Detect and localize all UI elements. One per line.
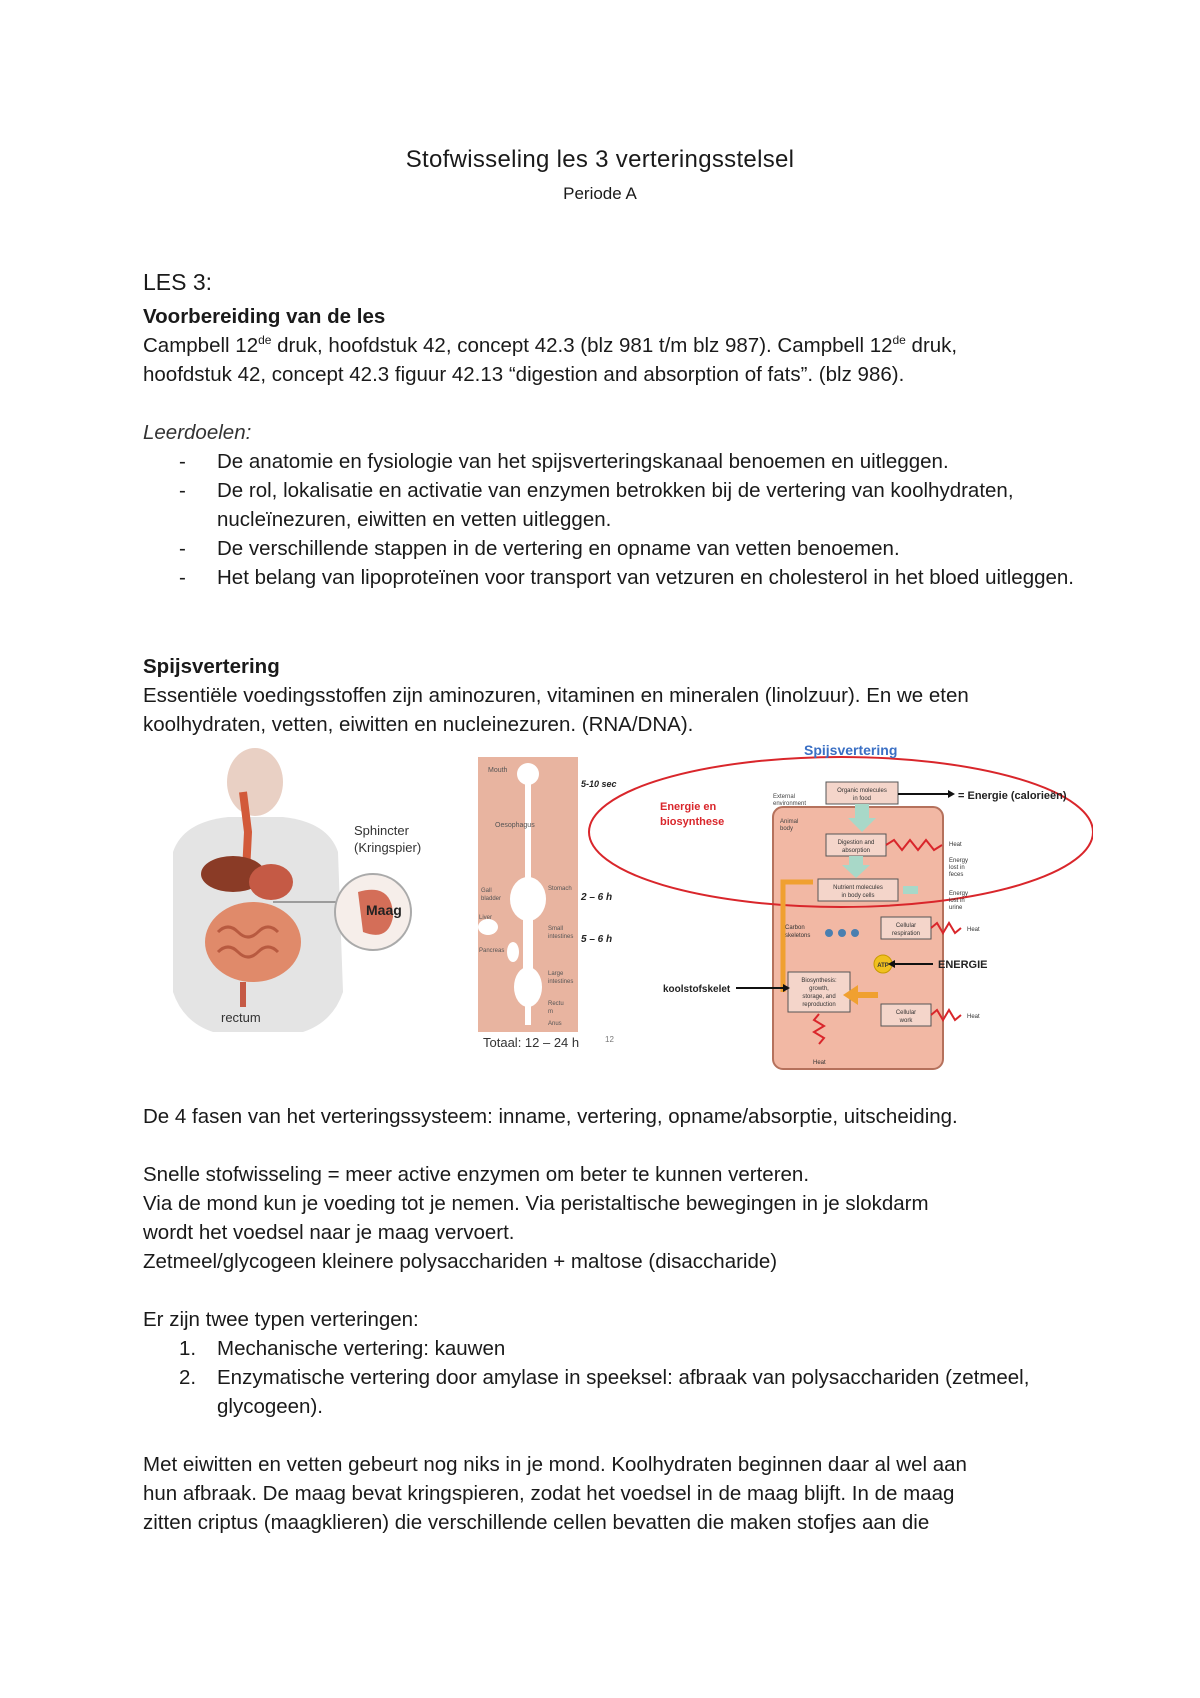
small-intestine-tube (523, 920, 533, 970)
energie-cal-arrowhead (948, 790, 955, 798)
digestion-label-2: absorption (841, 848, 871, 854)
energie-bio-label-1: Energie en (660, 801, 717, 813)
prep-line-1 (143, 331, 1093, 360)
anatomy-figure (173, 748, 421, 1032)
animal-label-2: body (780, 826, 794, 832)
energie-calorieen-label: = Energie (calorieën) (958, 790, 1067, 802)
slot-text-1: Met eiwitten en vetten gebeurt nog niks in je mond. Koolhydraten beginnen daar al wel aan (143, 1453, 967, 1476)
biosyn-label-4: reproduction (802, 1002, 836, 1008)
prep-sup-1: de (258, 333, 272, 348)
tract-stomach-label: Stomach (548, 886, 572, 892)
list-text: Mechanische vertering: kauwen (217, 1337, 506, 1360)
typen-list (143, 1334, 1093, 1421)
spijsvertering-text-2: koolhydraten, vetten, eiwitten en nucleinezuren. (RNA/DNA). (143, 713, 694, 736)
tract-gall-label-1: Gall (481, 888, 492, 894)
prep-heading: Voorbereiding van de les (143, 305, 386, 328)
time-label-stomach: 2 – 6 h (581, 892, 613, 903)
liver-shape-tract (478, 919, 498, 935)
list-item (143, 1363, 1093, 1421)
mond-text-2: wordt het voedsel naar je maag vervoert. (143, 1221, 515, 1244)
energy-figure-title: Spijsvertering (804, 742, 898, 758)
document-subtitle: Periode A (563, 184, 637, 203)
external-label-2: environment (773, 801, 807, 807)
biosyn-label-2: growth, (809, 986, 829, 992)
energy-urine-label-1: Energy (949, 891, 969, 897)
biosyn-label-1: Biosynthesis: (801, 978, 837, 984)
tract-large-label-1: Large (548, 971, 564, 977)
tract-pancreas-label: Pancreas (479, 948, 505, 954)
stomach-shape-tract (510, 877, 546, 921)
stomach-shape (249, 864, 293, 900)
tract-small-label-2: intestines (548, 934, 574, 940)
tract-oesophagus-label: Oesophagus (495, 822, 535, 829)
mond-text-1: Via de mond kun je voeding tot je nemen. Via peristaltische bewegingen in je slokdarm (143, 1192, 929, 1215)
energy-urine-label-2: lost in (949, 898, 965, 904)
fasen-text: De 4 fasen van het verteringssysteem: inname, vertering, opname/absorptie, uitscheiding. (143, 1105, 958, 1128)
head-shape (227, 748, 283, 816)
time-label-mouth: 5-10 sec (581, 779, 617, 789)
prep-text-1a: Campbell 12 (143, 334, 259, 357)
time-label-intestine: 5 – 6 h (581, 934, 613, 945)
carbon-label-2: skeletons (785, 933, 811, 939)
total-time-label: Totaal: 12 – 24 h (483, 1035, 580, 1050)
list-item: - De rol, lokalisatie en activatie van enzymen betrokken bij de vertering van koolhydraten, nucleïnezuren, eiwitten en vetten uitleggen. (143, 476, 1093, 534)
list-number: 1. (179, 1337, 197, 1360)
heat-label-2: Heat (967, 927, 980, 933)
prep-sup-2: de (892, 333, 906, 348)
external-label-1: External (773, 794, 796, 800)
prep-text-1c: druk, (905, 334, 958, 357)
cell-work-label-2: work (899, 1018, 913, 1024)
tract-anus-label: Anus (548, 1021, 562, 1027)
energy-urine-label-3: urine (949, 905, 963, 911)
energie-bio-label-2: biosynthese (660, 816, 725, 828)
energie-label: ENERGIE (938, 959, 988, 971)
organic-label-2: in food (852, 796, 872, 802)
tract-liver-label: Liver (479, 915, 493, 921)
slot-text-2: hun afbraak. De maag bevat kringspieren, zodat het voedsel in de maag blijft. In de maag (143, 1482, 955, 1505)
rectum-tube (525, 1005, 531, 1025)
large-intestine-shape (514, 967, 542, 1007)
tract-large-label-2: intestines (548, 979, 574, 985)
figures-row (143, 742, 1093, 1082)
animal-label-1: Animal (780, 819, 799, 825)
list-item: - De anatomie en fysiologie van het spijsverteringskanaal benoemen en uitleggen. (143, 447, 1093, 476)
energy-feces-label-3: feces (949, 872, 964, 878)
typen-intro: Er zijn twee typen verteringen: (143, 1308, 419, 1331)
list-item: - De verschillende stappen in de vertering en opname van vetten benoemen. (143, 534, 1093, 563)
carbon-label-1: Carbon (785, 925, 805, 931)
prep-text-1b: druk, hoofdstuk 42, concept 42.3 (blz 981 t/m blz 987). Campbell 12 (271, 334, 893, 357)
atp-label: ATP (877, 963, 889, 969)
cell-resp-label-2: respiration (891, 931, 921, 937)
organic-label-1: Organic molecules (837, 788, 887, 794)
nutrient-label-1: Nutrient molecules (833, 885, 883, 891)
spijsvertering-text-1: Essentiële voedingsstoffen zijn aminozuren, vitaminen en mineralen (linolzuur). En we eten (143, 684, 969, 707)
tract-rectum-label-2: m (548, 1009, 553, 1015)
list-text: Enzymatische vertering door amylase in speeksel: afbraak van polysacchariden (zetmeel, glycogeen). (217, 1366, 1030, 1418)
pancreas-shape-tract (507, 942, 519, 962)
mouth-shape (517, 763, 539, 785)
cell-resp-label-1: Cellular (895, 923, 917, 929)
digestion-label-1: Digestion and (837, 840, 875, 846)
list-number: 2. (179, 1366, 197, 1389)
document-title: Stofwisseling les 3 verteringsstelsel (405, 146, 795, 173)
carbon-dot (838, 929, 846, 937)
cell-work-label-1: Cellular (895, 1010, 917, 1016)
heat-label-3: Heat (967, 1014, 980, 1020)
carbon-dot (851, 929, 859, 937)
sphincter-label: Sphincter (354, 823, 409, 838)
tract-figure (478, 757, 617, 1050)
snelle-text: Snelle stofwisseling = meer active enzymen om beter te kunnen verteren. (143, 1163, 810, 1186)
tract-mouth-label: Mouth (488, 767, 508, 774)
energy-feces-label-2: lost in (949, 865, 965, 871)
figure-page-number: 12 (605, 1035, 614, 1044)
oesophagus-tube (525, 782, 531, 882)
tract-small-label-1: Small (548, 926, 564, 932)
prep-line-2: hoofdstuk 42, concept 42.3 figuur 42.13 “digestion and absorption of fats”. (blz 986). (143, 363, 905, 386)
spijsvertering-heading: Spijsvertering (143, 655, 280, 678)
carbon-dot (825, 929, 833, 937)
nutrient-label-2: in body cells (841, 893, 875, 899)
biosyn-label-3: storage, and (802, 994, 836, 1000)
koolstofskelet-label: koolstofskelet (663, 984, 731, 995)
tract-rectum-label-1: Rectu (548, 1001, 564, 1007)
kringspier-label: (Kringspier) (354, 840, 422, 855)
leerdoelen-list (143, 447, 1093, 592)
list-item: - Het belang van lipoproteïnen voor transport van vetzuren en cholesterol in het bloed uitleggen. (143, 563, 1093, 592)
energy-feces-label-1: Energy (949, 858, 969, 864)
heat-label-4: Heat (813, 1060, 826, 1066)
les-heading: LES 3: (143, 269, 213, 295)
intestines-shape (205, 902, 301, 982)
maag-label: Maag (366, 902, 402, 918)
tract-gall-label-2: bladder (481, 896, 502, 902)
list-item (143, 1334, 1093, 1363)
zetmeel-text: Zetmeel/glycogeen kleinere polysacchariden + maltose (disaccharide) (143, 1250, 778, 1273)
leerdoelen-heading: Leerdoelen: (143, 421, 252, 444)
heat-label-1: Heat (949, 842, 962, 848)
energy-figure (589, 742, 1093, 1069)
rectum-label: rectum (221, 1010, 261, 1025)
slot-text-3: zitten criptus (maagklieren) die verschillende cellen bevatten die maken stofjes aan die (143, 1511, 930, 1534)
